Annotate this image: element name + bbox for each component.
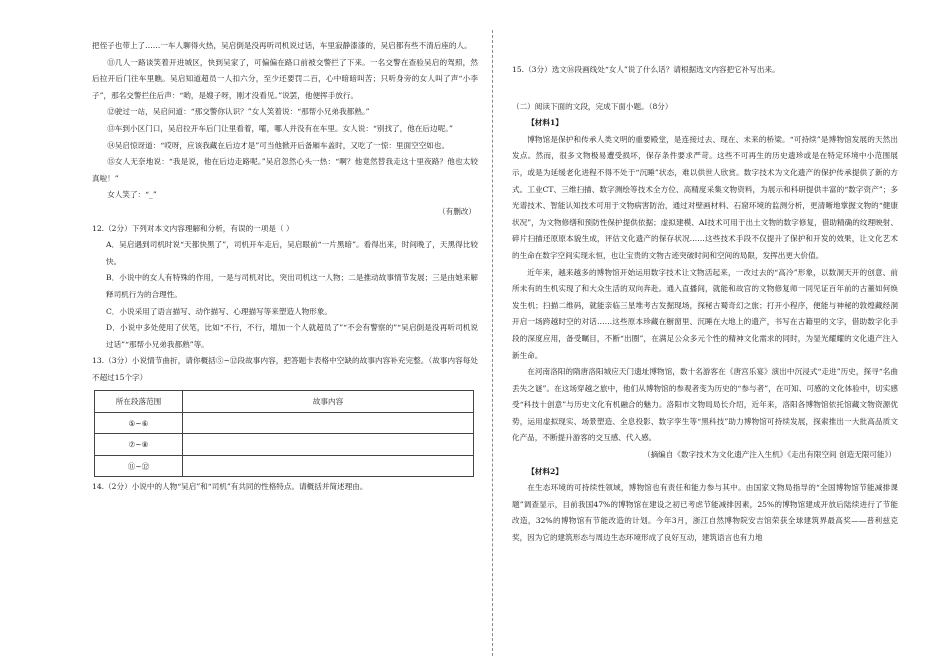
material-1-text xyxy=(512,132,898,447)
material-1-label: 【材料1】 xyxy=(527,118,563,128)
material-2-text xyxy=(512,480,898,546)
story-paragraph: 把侄子也带上了……一车人聊得火热，吴启倒是没再听司机说过话，车里寂静漆漆的，吴启都有些不清后座的人。 xyxy=(92,41,472,50)
material-1-paragraph: 博物馆是保护和传承人类文明的重要殿堂，是连接过去、现在、未来的桥梁。“可持续”是博物馆发展的天然出发点。然而，很多文物极易遭受损坏，保存条件要求严苛。这些不可再生的历史遗珍或是在特定环境中小范围展示，或是为延缓老化进程不得不处于“沉睡”状态，难以供世人欣赏。数字技术为文化遗产的保护传承提供了新的方式。工业CT、三维扫描、数字测绘等技术全方位、高精度采集文物资料，为展示和科研提供丰富的“数字资产”；多光谱技术、智能认知技术可用于文物病害防治，通过对壁画材料、石窟环境的监测分析，更清晰地掌握文物的“健康状况”，为文物修缮和预防性保护提供依据；虚拟建模、AI技术可用于出土文物的数字修复，借助精确的纹理映射、碎片扫描还原原本貌生成，评估文化遗产的保存状况……这些技术手段不仅提升了保护和开发的效果，让文化艺术的生命在数字空间实现永恒，也让宝贵的文物古迹突破时间和空间的局限，发挥出更大价值。 xyxy=(512,134,898,260)
table-header-row xyxy=(95,391,474,413)
table-row xyxy=(95,434,474,456)
story-paragraph: ⑫驶过一站，吴启问道：“那交警你认识？”女人笑着说：“那帮小兄弟我都熟。” xyxy=(107,107,370,117)
material-2-label: 【材料2】 xyxy=(527,466,563,476)
story-paragraph: ⑮女人无奈地说：“我是说，他在后边走路呢。”吴启忽然心头一热：“啊？他竟然替我走这十里夜路？他也太较真啦！” xyxy=(92,157,478,183)
question-12-options xyxy=(92,237,478,353)
table-cell-range: ⑪~⑫ xyxy=(95,455,183,477)
table-header-content: 故事内容 xyxy=(183,391,474,413)
story-table xyxy=(94,390,474,477)
table-cell-answer[interactable] xyxy=(183,434,474,456)
story-source: （有删改） xyxy=(438,206,476,216)
table-cell-answer[interactable] xyxy=(183,455,474,477)
column-divider xyxy=(492,30,493,656)
story-text xyxy=(92,38,478,204)
material-1-source: （摘编自《数字技术为文化遗产注入生机》《走出有限空间 创造无限可能》） xyxy=(643,450,896,460)
question-14: 14.（2分）小说中的人物“吴启”和“司机”有共同的性格特点。请概括并简述理由。 xyxy=(92,482,368,492)
right-column xyxy=(512,62,898,547)
question-12-stem: 12.（2分）下列对本文内容理解和分析，有误的一项是（ ） xyxy=(92,223,294,233)
table-row xyxy=(95,412,474,434)
story-paragraph: ⑬车到小区门口，吴启拉开车后门让里看着，嚯，哪人并没有在车里。女人说：“别找了，他在后边呢。” xyxy=(107,123,453,133)
section-title: （二）阅读下面的文段，完成下面小题。（8分） xyxy=(512,101,673,111)
left-column xyxy=(92,38,478,496)
table-row xyxy=(95,455,474,477)
story-paragraph: ⑭吴启惊讶道：“哎呀，应该我藏在后边才是”可当他掀开后备厢车盖时，又吃了一惊：里面空空如也。 xyxy=(107,140,450,150)
material-2-paragraph: 在生态环境的可持续性领域，博物馆也有责任和能力参与其中。由国家文物局指导的“全国博物馆节能减排课题”调查显示，目前我国47%的博物馆在建设之初已考虑节能减排因素，25%的博物馆建成开放后陆续进行了节能改造，32%的博物馆有节能改造的计划。今年3月，浙江自然博物院安吉馆荣获全球建筑界最高奖——普利兹克奖，因为它的建筑形态与周边生态环境形成了良好互动，建筑语言也有力地 xyxy=(512,483,898,543)
story-paragraph: ⑪几人一路谈笑着开进城区，快到吴家了，可偏偏在路口前被交警拦了下来。一名交警在查验吴启的驾照，然后拉开后门往车里瞧。吴启知道超员一人扣六分，至少还要罚二百，心中暗暗叫苦；只听身旁的女人叫了声“小李子”，那名交警拦住后声：“哟，是嫂子呀，刚才没看见。”说罢，他便挥手放行。 xyxy=(92,57,478,100)
table-cell-range: ⑤~⑥ xyxy=(95,412,183,434)
question-13-stem: 13.（3分）小说情节曲折，请你概括⑤~⑫段故事内容，把答题卡表格中空缺的故事内容补充完整。（故事内容每处不超过15个字） xyxy=(92,356,478,382)
material-1-paragraph: 在河南洛阳的隋唐洛阳城应天门遗址博物馆，数十名游客在《唐宫乐宴》演出中沉浸式“走进”历史，探寻“名曲丢失之谜”。在这场穿越之旅中，他们从博物馆的参观者变为历史的“参与者”，在可知、可感的文化体验中，切实感受“科技十创意”与历史文化有机融合的魅力。洛阳市文物局局长介绍，近年来，洛阳各博物馆依托馆藏文物资源优势，运用虚拟现实、场景塑造、全息投影、数字孪生等“黑科技”助力博物馆可持续发展，探索推出一大批高品质文化产品，不断提升游客的交互感、代入感。 xyxy=(512,367,898,443)
question-12-option: B．小说中的女人有特殊的作用，一是与司机对比，突出司机这一人物；二是推动故事情节发展；三是由她来解释司机行为的合理性。 xyxy=(106,273,478,299)
question-12-option: D．小说中多处使用了伏笔，比如“不行，不行，增加一个人就超员了”“不会有警察的”“吴启倒是没再听司机说过话”“那帮小兄弟我都熟”等。 xyxy=(106,323,478,349)
question-12-option: C．小说采用了语言描写、动作描写、心理描写等来塑造人物形象。 xyxy=(106,306,333,316)
table-header-range: 所在段落范围 xyxy=(95,391,183,413)
story-paragraph: 女人笑了：“_” xyxy=(107,190,157,200)
question-12-option: A．吴启遇到司机时说“天都快黑了”，司机开车走后，吴启眼前“一片黑暗”。看得出来，时间晚了，天黑得比较快。 xyxy=(106,240,478,266)
table-cell-answer[interactable] xyxy=(183,412,474,434)
table-cell-range: ⑦~⑧ xyxy=(95,434,183,456)
question-15: 15.（3分）选文⑯段画线处“女人”说了什么话？请根据选文内容把它补写出来。 xyxy=(512,65,780,74)
material-1-paragraph: 近年来，越来越多的博物馆开始运用数字技术让文物活起来，一改过去的“高冷”形象，以数洞天开的创意、前所未有的生机实现了和大众生活的双向奔赴。通入直播间，就能和故宫的文物修复师一同见证百年前的古董如何焕发生机；扫描二维码，就能亲临三星堆考古发掘现场，探秘古蜀奇幻之旅；打开小程序，便能与神秘的敦煌藏经洞开启一场跨越时空的对话……这些原本珍藏在橱窗里、沉睡在大地上的遗产，书写在古籍里的文字，借助数字化手段的深度应用，备受瞩目，不断“出圈”，在满足公众多元个性的精神文化需求的同时，为显光耀耀的文化遗产注入新生命。 xyxy=(512,267,898,360)
